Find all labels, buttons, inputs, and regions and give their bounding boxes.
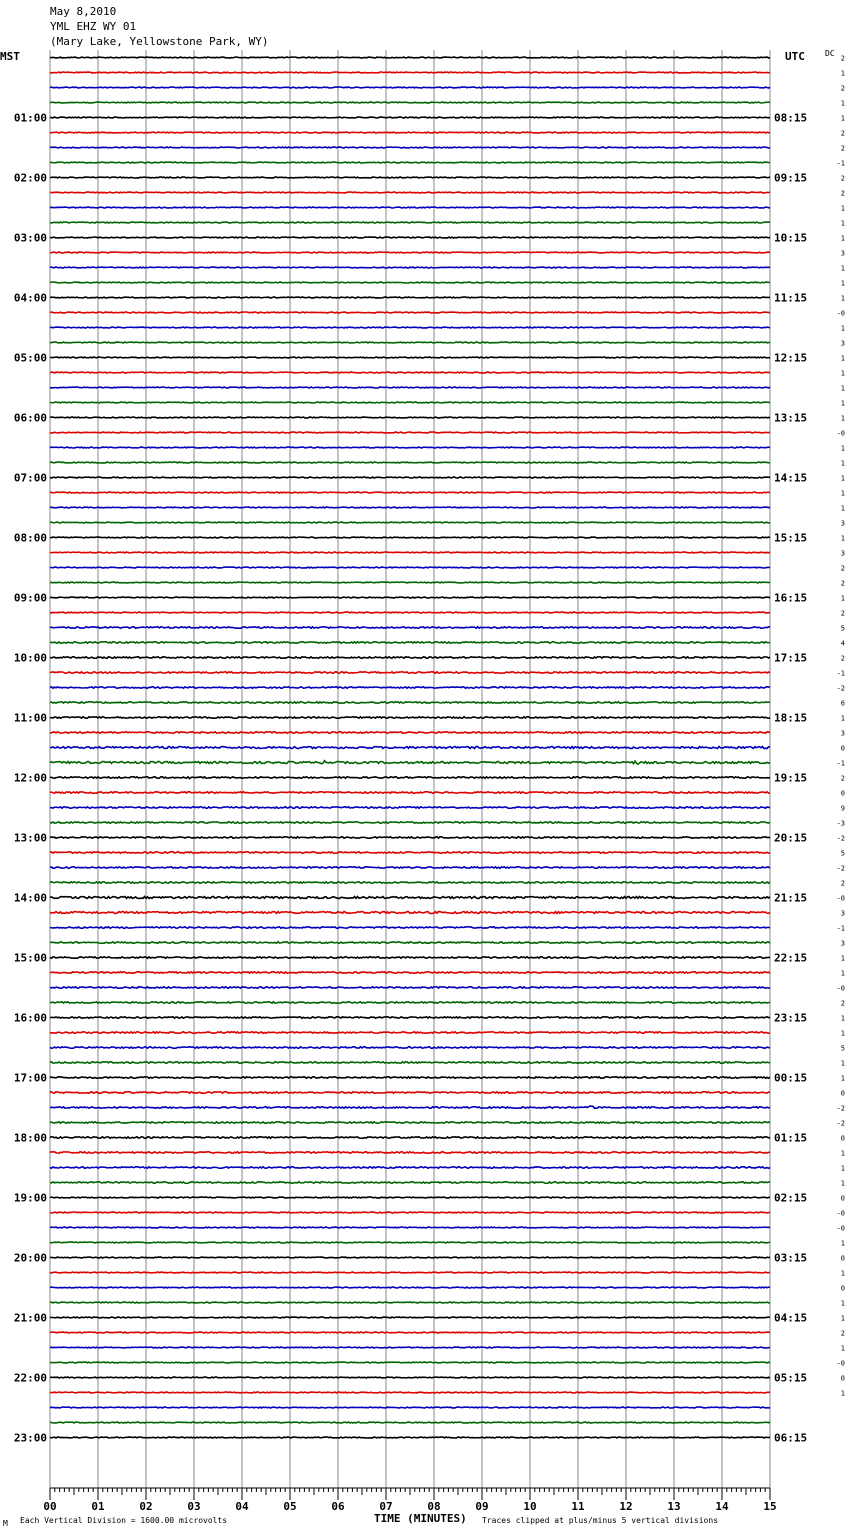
dc-offset-value: -2	[836, 864, 845, 873]
mst-hour-label: 07:00	[13, 471, 47, 485]
trace-line	[50, 1092, 770, 1093]
utc-hour-label: 02:15	[774, 1191, 808, 1205]
trace-line	[50, 702, 770, 704]
mst-hour-label: 20:00	[13, 1251, 47, 1265]
dc-offset-value: 1	[840, 369, 845, 378]
trace-line	[50, 1077, 770, 1079]
dc-offset-value: 1	[840, 1269, 845, 1278]
trace-line	[50, 732, 770, 733]
dc-offset-value: -0	[836, 309, 845, 318]
mst-hour-label: 12:00	[13, 771, 47, 785]
trace-line	[50, 882, 770, 884]
trace-line	[50, 597, 770, 598]
mst-hour-label: 23:00	[13, 1431, 47, 1445]
dc-offset-value: 2	[840, 1329, 845, 1338]
trace-line	[50, 1062, 770, 1063]
trace-line	[50, 537, 770, 538]
mst-hour-label: 22:00	[13, 1371, 47, 1385]
utc-hour-label: 06:15	[774, 1431, 808, 1445]
trace-line	[50, 567, 770, 568]
trace-line	[50, 1422, 770, 1423]
dc-offset-value: 1	[840, 1074, 845, 1083]
dc-offset-value: -1	[836, 759, 845, 768]
trace-line	[50, 342, 770, 343]
trace-line	[50, 687, 770, 689]
trace-line	[50, 1182, 770, 1184]
dc-offset-value: 1	[840, 1344, 845, 1353]
x-tick-label: 02	[139, 1500, 153, 1513]
dc-offset-value: -0	[836, 984, 845, 993]
trace-line	[50, 1227, 770, 1228]
dc-offset-value: -0	[836, 1224, 845, 1233]
dc-offset-value: 2	[840, 144, 845, 153]
mst-hour-label: 17:00	[13, 1071, 47, 1085]
trace-line	[50, 1317, 770, 1318]
trace-line	[50, 747, 770, 749]
trace-line	[50, 57, 770, 58]
trace-line	[50, 1242, 770, 1243]
trace-line	[50, 177, 770, 178]
trace-line	[50, 507, 770, 508]
trace-line	[50, 1017, 770, 1018]
dc-offset-value: 1	[840, 504, 845, 513]
utc-hour-label: 09:15	[774, 171, 808, 185]
dc-offset-value: 1	[840, 969, 845, 978]
trace-line	[50, 267, 770, 268]
trace-line	[50, 1212, 770, 1213]
dc-offset-value: 1	[840, 204, 845, 213]
trace-line	[50, 867, 770, 869]
utc-hour-label: 00:15	[774, 1071, 808, 1085]
dc-offset-value: 2	[840, 879, 845, 888]
header-date: May 8,2010	[50, 5, 117, 18]
dc-offset-value: -2	[836, 1104, 845, 1113]
mst-hour-label: 15:00	[13, 951, 47, 965]
header-station: YML EHZ WY 01	[50, 20, 137, 33]
dc-offset-value: 1	[840, 534, 845, 543]
trace-line	[50, 777, 770, 779]
mst-hour-label: 09:00	[13, 591, 47, 605]
dc-offset-value: 2	[840, 129, 845, 138]
left-timezone-label: MST	[0, 50, 20, 63]
dc-offset-value: 1	[840, 399, 845, 408]
trace-line	[50, 1167, 770, 1168]
dc-offset-value: 5	[840, 624, 845, 633]
right-timezone-label: UTC	[785, 50, 805, 63]
trace-line	[50, 1407, 770, 1408]
x-tick-label: 03	[187, 1500, 201, 1513]
mst-hour-label: 14:00	[13, 891, 47, 905]
dc-offset-value: 1	[840, 324, 845, 333]
dc-offset-value: 1	[840, 69, 845, 78]
trace-line	[50, 1392, 770, 1393]
trace-line	[50, 492, 770, 493]
trace-line	[50, 192, 770, 193]
trace-line	[50, 1332, 770, 1333]
mst-hour-label: 06:00	[13, 411, 47, 425]
dc-offset-value: 0	[840, 1284, 845, 1293]
trace-line	[50, 402, 770, 403]
trace-line	[50, 477, 770, 478]
dc-offset-value: -2	[836, 1119, 845, 1128]
dc-offset-value: 3	[840, 939, 845, 948]
dc-offset-value: 3	[840, 549, 845, 558]
mst-hour-label: 03:00	[13, 231, 47, 245]
trace-line	[50, 852, 770, 854]
trace-line	[50, 822, 770, 823]
trace-line	[50, 417, 770, 418]
dc-offset-value: 3	[840, 249, 845, 258]
x-tick-label: 15	[763, 1500, 777, 1513]
dc-offset-value: -0	[836, 429, 845, 438]
dc-offset-value: 1	[840, 114, 845, 123]
dc-offset-value: 1	[840, 264, 845, 273]
trace-line	[50, 372, 770, 373]
trace-line	[50, 282, 770, 283]
utc-hour-label: 19:15	[774, 771, 808, 785]
trace-line	[50, 657, 770, 659]
trace-line	[50, 72, 770, 73]
dc-offset-value: 0	[840, 1194, 845, 1203]
dc-offset-value: 1	[840, 219, 845, 228]
dc-offset-value: 1	[840, 99, 845, 108]
trace-line	[50, 387, 770, 388]
dc-offset-value: -0	[836, 1359, 845, 1368]
dc-offset-value: -0	[836, 1209, 845, 1218]
trace-line	[50, 837, 770, 838]
mst-hour-label: 10:00	[13, 651, 47, 665]
utc-hour-label: 22:15	[774, 951, 808, 965]
dc-offset-value: 2	[840, 54, 845, 63]
trace-line	[50, 447, 770, 448]
mst-hour-label: 05:00	[13, 351, 47, 365]
dc-offset-value: 1	[840, 459, 845, 468]
x-tick-label: 00	[43, 1500, 57, 1513]
header-location: (Mary Lake, Yellowstone Park, WY)	[50, 35, 269, 48]
utc-hour-label: 21:15	[774, 891, 808, 905]
dc-offset-value: 1	[840, 1239, 845, 1248]
trace-line	[50, 807, 770, 809]
trace-line	[50, 237, 770, 238]
dc-offset-value: 1	[840, 714, 845, 723]
trace-line	[50, 117, 770, 118]
mst-hour-label: 02:00	[13, 171, 47, 185]
trace-line	[50, 1302, 770, 1303]
x-tick-label: 13	[667, 1500, 681, 1513]
trace-line	[50, 942, 770, 944]
x-tick-label: 11	[571, 1500, 585, 1513]
trace-line	[50, 462, 770, 463]
dc-offset-value: 3	[840, 729, 845, 738]
dc-offset-value: 1	[840, 444, 845, 453]
dc-offset-value: 3	[840, 909, 845, 918]
x-tick-label: 10	[523, 1500, 537, 1513]
trace-line	[50, 357, 770, 358]
dc-offset-value: 9	[840, 804, 845, 813]
trace-line	[50, 957, 770, 959]
trace-line	[50, 252, 770, 253]
x-axis-title: TIME (MINUTES)	[374, 1512, 467, 1525]
trace-line	[50, 927, 770, 929]
x-tick-label: 07	[379, 1500, 393, 1513]
utc-hour-label: 04:15	[774, 1311, 808, 1325]
dc-offset-value: 3	[840, 519, 845, 528]
mst-hour-label: 01:00	[13, 111, 47, 125]
trace-line	[50, 1002, 770, 1004]
trace-line	[50, 1152, 770, 1153]
dc-offset-value: 1	[840, 954, 845, 963]
utc-hour-label: 16:15	[774, 591, 808, 605]
trace-line	[50, 1197, 770, 1198]
dc-offset-value: 2	[840, 609, 845, 618]
dc-offset-value: 1	[840, 354, 845, 363]
mst-hour-label: 11:00	[13, 711, 47, 725]
utc-hour-label: 11:15	[774, 291, 808, 305]
dc-offset-value: 1	[840, 1029, 845, 1038]
dc-offset-value: -2	[836, 684, 845, 693]
dc-column-label: DC	[825, 49, 835, 58]
trace-line	[50, 1047, 770, 1049]
trace-line	[50, 1287, 770, 1288]
dc-offset-value: 1	[840, 414, 845, 423]
x-tick-label: 09	[475, 1500, 489, 1513]
trace-line	[50, 432, 770, 433]
dc-offset-value: 1	[840, 1149, 845, 1158]
dc-offset-value: -1	[836, 159, 845, 168]
x-tick-label: 14	[715, 1500, 729, 1513]
trace-line	[50, 612, 770, 613]
trace-line	[50, 582, 770, 583]
dc-offset-value: -1	[836, 669, 845, 678]
dc-offset-value: 0	[840, 789, 845, 798]
dc-offset-value: 1	[840, 384, 845, 393]
trace-line	[50, 972, 770, 974]
utc-hour-label: 15:15	[774, 531, 808, 545]
dc-offset-value: 0	[840, 1254, 845, 1263]
dc-offset-value: 2	[840, 999, 845, 1008]
dc-offset-value: 0	[840, 1134, 845, 1143]
x-tick-label: 08	[427, 1500, 441, 1513]
dc-offset-value: 0	[840, 1089, 845, 1098]
footer-scale-note: Each Vertical Division = 1600.00 microvolts	[20, 1516, 228, 1525]
trace-line	[50, 987, 770, 989]
utc-hour-label: 23:15	[774, 1011, 808, 1025]
dc-offset-value: 0	[840, 744, 845, 753]
utc-hour-label: 18:15	[774, 711, 808, 725]
trace-line	[50, 912, 770, 914]
mst-hour-label: 16:00	[13, 1011, 47, 1025]
x-tick-label: 04	[235, 1500, 249, 1513]
trace-line	[50, 1437, 770, 1438]
trace-line	[50, 522, 770, 523]
dc-offset-value: 1	[840, 1299, 845, 1308]
trace-line	[50, 162, 770, 163]
trace-line	[50, 1257, 770, 1258]
dc-offset-value: 1	[840, 1179, 845, 1188]
dc-offset-value: 1	[840, 279, 845, 288]
dc-offset-value: -1	[836, 924, 845, 933]
mst-hour-label: 19:00	[13, 1191, 47, 1205]
dc-offset-value: 1	[840, 594, 845, 603]
utc-hour-label: 14:15	[774, 471, 808, 485]
dc-offset-value: 1	[840, 489, 845, 498]
dc-offset-value: 5	[840, 1044, 845, 1053]
trace-line	[50, 1272, 770, 1273]
dc-offset-value: 2	[840, 579, 845, 588]
trace-line	[50, 87, 770, 88]
x-tick-label: 12	[619, 1500, 633, 1513]
trace-line	[50, 1347, 770, 1348]
x-tick-label: 01	[91, 1500, 105, 1513]
footer-clip-note: Traces clipped at plus/minus 5 vertical divisions	[482, 1516, 719, 1525]
dc-offset-value: 1	[840, 1014, 845, 1023]
trace-line	[50, 552, 770, 553]
trace-line	[50, 147, 770, 148]
trace-line	[50, 761, 770, 765]
dc-offset-value: -2	[836, 834, 845, 843]
dc-offset-value: 2	[840, 654, 845, 663]
mst-hour-label: 21:00	[13, 1311, 47, 1325]
x-tick-label: 05	[283, 1500, 297, 1513]
trace-line	[50, 327, 770, 328]
trace-line	[50, 1362, 770, 1363]
trace-line	[50, 1137, 770, 1139]
x-tick-label: 06	[331, 1500, 345, 1513]
dc-offset-value: 2	[840, 774, 845, 783]
mst-hour-label: 18:00	[13, 1131, 47, 1145]
dc-offset-value: 3	[840, 339, 845, 348]
utc-hour-label: 10:15	[774, 231, 808, 245]
utc-hour-label: 05:15	[774, 1371, 808, 1385]
trace-line	[50, 222, 770, 223]
utc-hour-label: 12:15	[774, 351, 808, 365]
dc-offset-value: 1	[840, 1164, 845, 1173]
trace-line	[50, 1032, 770, 1034]
dc-offset-value: 1	[840, 1389, 845, 1398]
utc-hour-label: 20:15	[774, 831, 808, 845]
dc-offset-value: -3	[836, 819, 845, 828]
dc-offset-value: 1	[840, 234, 845, 243]
dc-offset-value: 1	[840, 1314, 845, 1323]
trace-line	[50, 1122, 770, 1123]
dc-offset-value: 5	[840, 849, 845, 858]
dc-offset-value: 1	[840, 294, 845, 303]
dc-offset-value: 2	[840, 189, 845, 198]
trace-line	[50, 102, 770, 103]
dc-offset-value: -0	[836, 894, 845, 903]
dc-offset-value: 2	[840, 564, 845, 573]
trace-line	[50, 207, 770, 208]
mst-hour-label: 04:00	[13, 291, 47, 305]
mst-hour-label: 08:00	[13, 531, 47, 545]
trace-line	[50, 297, 770, 298]
footer-left-mark: M	[3, 1519, 8, 1528]
dc-offset-value: 1	[840, 1059, 845, 1068]
dc-offset-value: 0	[840, 1374, 845, 1383]
trace-line	[50, 312, 770, 313]
dc-offset-value: 1	[840, 474, 845, 483]
dc-offset-value: 2	[840, 174, 845, 183]
utc-hour-label: 08:15	[774, 111, 808, 125]
trace-line	[50, 1377, 770, 1378]
utc-hour-label: 17:15	[774, 651, 808, 665]
dc-offset-value: 4	[840, 639, 845, 648]
trace-line	[50, 717, 770, 719]
trace-line	[50, 1106, 770, 1108]
trace-line	[50, 627, 770, 629]
utc-hour-label: 03:15	[774, 1251, 808, 1265]
utc-hour-label: 13:15	[774, 411, 808, 425]
utc-hour-label: 01:15	[774, 1131, 808, 1145]
trace-line	[50, 792, 770, 794]
trace-line	[50, 897, 770, 899]
dc-offset-value: 2	[840, 84, 845, 93]
mst-hour-label: 13:00	[13, 831, 47, 845]
trace-line	[50, 132, 770, 133]
dc-offset-value: 6	[840, 699, 845, 708]
trace-line	[50, 642, 770, 644]
trace-line	[50, 672, 770, 674]
